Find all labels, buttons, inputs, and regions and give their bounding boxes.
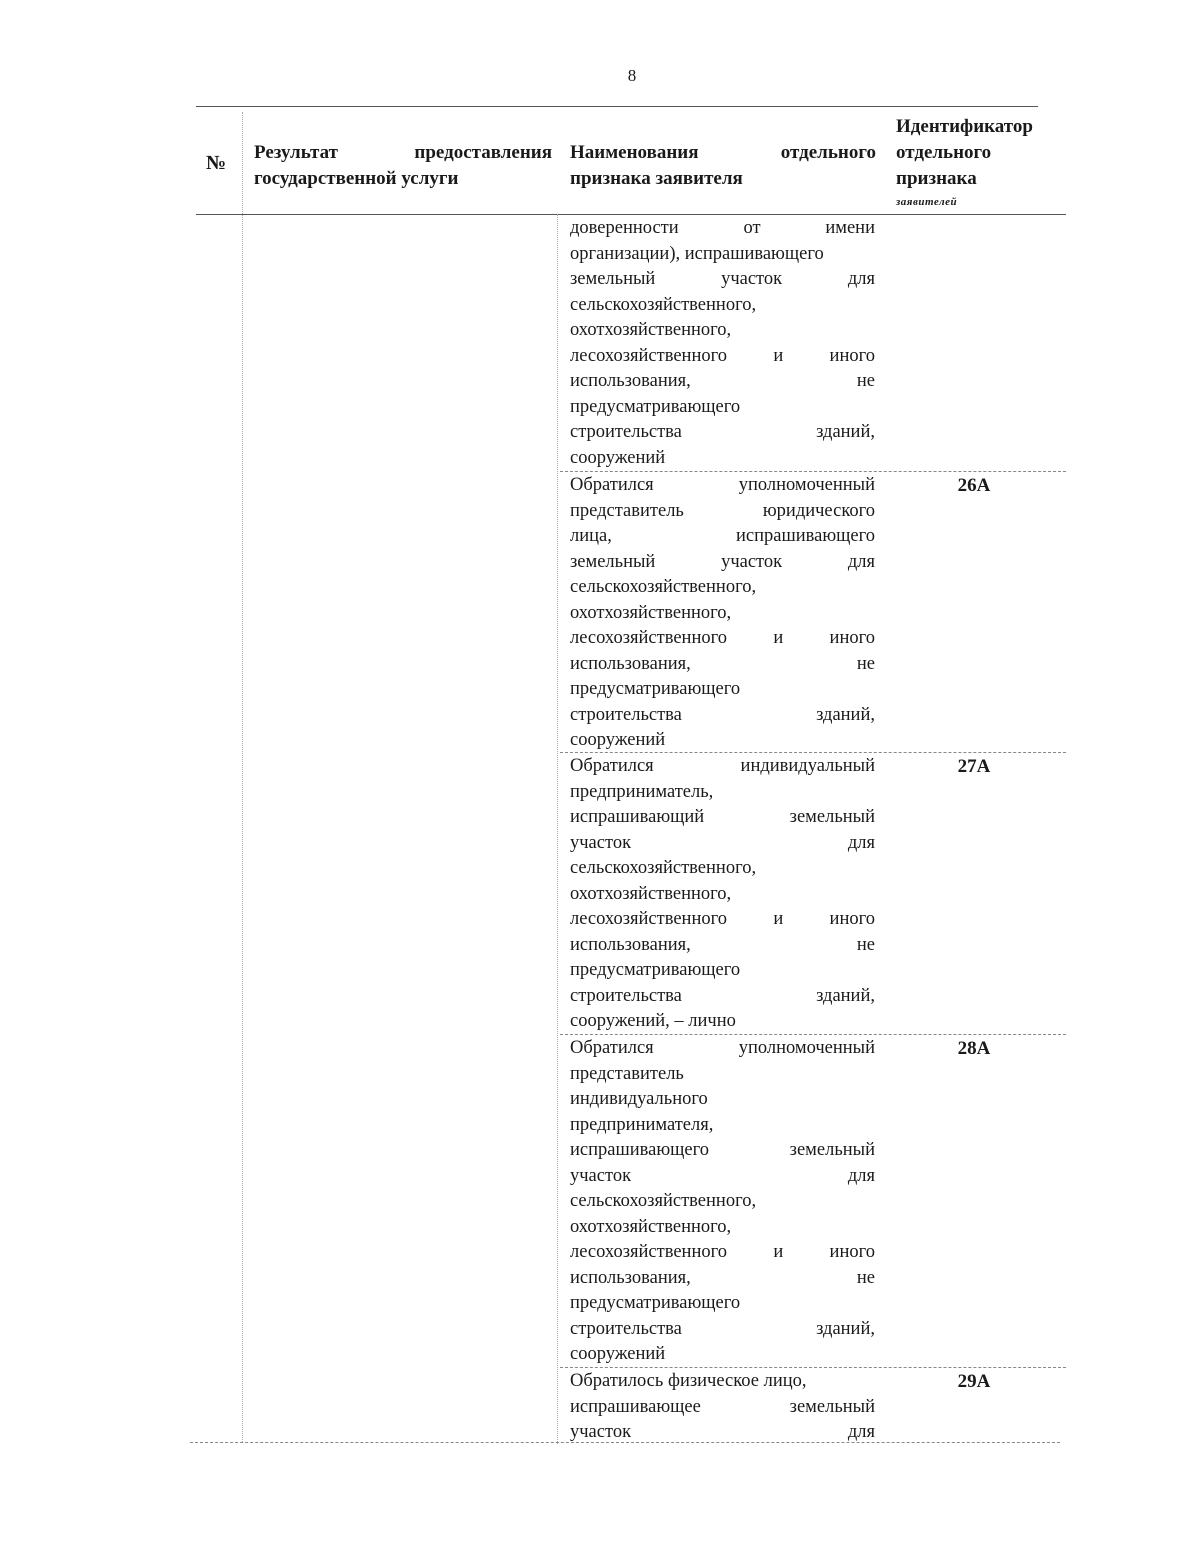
cell-word: имени (825, 218, 875, 238)
cell-word: иного (829, 345, 875, 366)
cell-line (570, 805, 875, 831)
header-number: № (206, 152, 227, 174)
table-row (570, 1369, 875, 1446)
cell-word: испрашивающего (736, 526, 875, 546)
cell-line: охотхозяйственного, (570, 320, 732, 340)
cell-line (570, 499, 875, 525)
cell-word: земельный (570, 269, 656, 289)
cell-word: для (847, 832, 875, 853)
cell-line (570, 344, 875, 370)
cell-word: участок (570, 1165, 632, 1186)
cell-word: и (773, 1242, 784, 1262)
cell-word: юридического (762, 500, 875, 521)
cell-line (570, 369, 875, 395)
cell-word: земельный (789, 1396, 875, 1417)
cell-word: лесохозяйственного (570, 1242, 727, 1262)
cell-line (570, 626, 875, 652)
cell-word: иного (829, 628, 875, 648)
cell-line: предусматривающего (570, 679, 741, 699)
cell-line (570, 1317, 875, 1343)
cell-line (570, 984, 875, 1010)
cell-line: сооружений (570, 730, 666, 750)
cell-word: зданий, (816, 985, 875, 1006)
cell-line (570, 652, 875, 678)
column-divider-2 (557, 214, 558, 1444)
cell-line: сельскохозяйственного, (570, 577, 757, 597)
cell-line: сельскохозяйственного, (570, 294, 757, 315)
cell-word: участок (570, 832, 632, 853)
cell-word: Обратился (570, 756, 654, 776)
cell-word: иного (829, 1242, 875, 1262)
cell-line: представитель (570, 1063, 684, 1084)
cell-line: предусматривающего (570, 1293, 741, 1313)
cell-word: не (856, 653, 875, 674)
cell-line (570, 1266, 875, 1292)
cell-word: для (847, 1422, 875, 1442)
cell-word: лесохозяйственного (570, 628, 727, 648)
cell-line (570, 703, 875, 729)
cell-line: охотхозяйственного, (570, 1216, 732, 1237)
cell-word: уполномоченный (738, 1038, 875, 1058)
table-row (570, 473, 875, 754)
row-identifier: 29А (957, 1371, 991, 1392)
table-row (570, 754, 875, 1035)
table-bottom-border (190, 1442, 1060, 1443)
cell-line: организации), испрашивающего (570, 243, 824, 264)
cell-word: земельный (789, 1140, 875, 1160)
cell-line (570, 831, 875, 857)
cell-line: сельскохозяйственного, (570, 858, 757, 878)
cell-word: лица, (570, 526, 612, 546)
header-feature-identifier-sub: заявителей (896, 196, 958, 208)
row-divider (560, 752, 1066, 753)
cell-line (570, 754, 875, 780)
row-divider (560, 471, 1066, 472)
cell-word: использования, (570, 653, 691, 674)
cell-line (570, 267, 875, 293)
cell-word: уполномоченный (738, 475, 875, 495)
cell-line: сооружений (570, 1344, 666, 1364)
cell-word: использования, (570, 934, 691, 955)
header-feature-identifier: Идентификатор отдельного признака (896, 116, 1033, 189)
cell-word: испрашивающее (570, 1396, 701, 1417)
cell-line: предпринимателя, (570, 1114, 714, 1135)
cell-line: сооружений (570, 447, 666, 468)
cell-word: строительства (570, 704, 682, 725)
cell-word: индивидуальный (740, 756, 875, 776)
cell-line (570, 1164, 875, 1190)
cell-line: сооружений, – лично (570, 1011, 736, 1031)
cell-word: лесохозяйственного (570, 345, 727, 366)
header-applicant-feature-name: Наименования отдельного признака заявителя (570, 142, 876, 189)
cell-word: не (856, 1267, 875, 1288)
cell-word: не (856, 371, 875, 391)
column-divider-1 (242, 112, 243, 1442)
cell-word: зданий, (816, 422, 875, 442)
cell-word: строительства (570, 422, 682, 442)
cell-word: не (856, 934, 875, 955)
cell-word: от (743, 218, 761, 238)
cell-word: доверенности (570, 218, 679, 238)
cell-line (570, 420, 875, 446)
table-row (570, 1036, 875, 1368)
cell-word: земельный (789, 807, 875, 827)
header-bottom-border (196, 214, 1066, 215)
cell-word: использования, (570, 1267, 691, 1288)
row-divider (560, 1034, 1066, 1035)
header-result: Результат предоставления государственной услуги (254, 142, 552, 189)
cell-line (570, 1036, 875, 1062)
cell-line (570, 1240, 875, 1266)
cell-word: испрашивающего (570, 1140, 709, 1160)
cell-word: Обратился (570, 475, 654, 495)
page-number: 8 (627, 66, 637, 85)
cell-word: строительства (570, 1318, 682, 1339)
cell-line: Обратилось физическое лицо, (570, 1371, 807, 1391)
cell-line: охотхозяйственного, (570, 883, 732, 904)
cell-word: для (847, 1165, 875, 1186)
cell-line (570, 933, 875, 959)
cell-line: предусматривающего (570, 960, 741, 980)
cell-line (570, 524, 875, 550)
cell-line: предусматривающего (570, 396, 741, 417)
cell-word: и (773, 345, 784, 366)
cell-word: участок (721, 551, 783, 572)
cell-line: сельскохозяйственного, (570, 1191, 757, 1211)
row-identifier: 26А (957, 475, 991, 496)
row-identifier: 28А (957, 1038, 991, 1059)
cell-word: для (847, 551, 875, 572)
cell-line (570, 1395, 875, 1421)
row-divider (560, 1367, 1066, 1368)
cell-word: зданий, (816, 1318, 875, 1339)
cell-word: строительства (570, 985, 682, 1006)
cell-word: Обратился (570, 1038, 654, 1058)
cell-line: охотхозяйственного, (570, 602, 732, 623)
cell-word: зданий, (816, 704, 875, 725)
cell-word: иного (829, 909, 875, 929)
cell-word: представитель (570, 500, 684, 521)
cell-line (570, 907, 875, 933)
cell-word: и (773, 909, 784, 929)
cell-line (570, 216, 875, 242)
cell-word: лесохозяйственного (570, 909, 727, 929)
cell-line (570, 1138, 875, 1164)
cell-word: участок (570, 1422, 632, 1442)
cell-word: для (847, 269, 875, 289)
row-identifier: 27А (957, 756, 991, 777)
cell-word: использования, (570, 371, 691, 391)
cell-word: испрашивающий (570, 807, 705, 827)
table-row (570, 216, 875, 471)
table-top-border (196, 106, 1038, 107)
cell-line (570, 550, 875, 576)
cell-word: земельный (570, 551, 656, 572)
cell-word: участок (721, 269, 783, 289)
cell-line: индивидуального (570, 1089, 708, 1109)
cell-word: и (773, 628, 784, 648)
cell-line (570, 473, 875, 499)
cell-line: предприниматель, (570, 781, 714, 802)
